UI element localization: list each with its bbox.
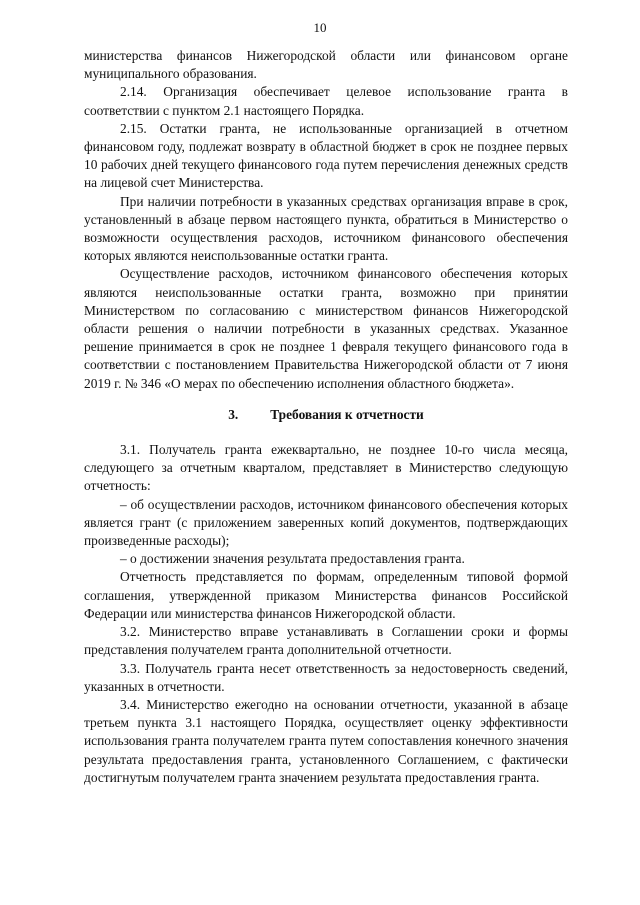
section-title: Требования к отчетности (270, 406, 424, 422)
paragraph-3-4: 3.4. Министерство ежегодно на основании отчетности, указанной в абзаце третьем пункта 3.1 настоящего Порядка, осуществляет оценку эффективности использования гранта получателем гранта путем сопоставления конечного значения результата предоставления гранта, установленного Соглашением, с фактически достигнутым получателем гранта значением результата предоставления гранта. (84, 696, 568, 785)
paragraph-2-14: 2.14. Организация обеспечивает целевое использование гранта в соответствии с пунктом 2.1 настоящего Порядка. (84, 84, 568, 118)
paragraph-continuation: министерства финансов Нижегородской области или финансовом органе муниципального образования. (84, 48, 568, 82)
document-body (84, 47, 568, 787)
list-item-expenditure-report: – об осуществлении расходов, источником финансового обеспечения которых является грант (с приложением заверенных копий документов, подтверждающих произведенные расходы); (84, 496, 568, 549)
section-3-heading (84, 406, 568, 441)
section-number: 3. (228, 406, 239, 422)
paragraph-report-forms: Отчетность представляется по формам, определенным типовой формой соглашения, утвержденной приказом Министерства финансов Российской Федерации или министерства финансов Нижегородской области. (84, 569, 568, 621)
paragraph-3-3: 3.3. Получатель гранта несет ответственность за недостоверность сведений, указанных в отчетности. (84, 660, 568, 694)
paragraph-expenditure-decision: Осуществление расходов, источником финансового обеспечения которых являются неиспользованные остатки гранта, возможно при принятии Министерством по согласованию с министерством финансов Нижегородской области решения о наличии потребности в указанных средствах. Указанное решение принимается в срок не позднее 1 февраля текущего финансового года в соответствии с постановлением Правительства Нижегородской области от 7 июня 2019 г. № 346 «О мерах по обеспечению исполнения областного бюджета». (84, 266, 568, 391)
page-number: 10 (313, 20, 327, 35)
paragraph-2-15: 2.15. Остатки гранта, не использованные организацией в отчетном финансовом году, подлежат возврату в областной бюджет в срок не позднее первых 10 рабочих дней текущего финансового года путем перечисления денежных средств на лицевой счет Министерства. (84, 120, 568, 191)
paragraph-3-2: 3.2. Министерство вправе устанавливать в Соглашении сроки и формы представления получателем гранта дополнительной отчетности. (84, 624, 568, 658)
list-item-result-report: – о достижении значения результата предоставления гранта. (120, 551, 465, 567)
paragraph-need-funds: При наличии потребности в указанных средствах организация вправе в срок, установленный в абзаце первом настоящего пункта, обратиться в Министерство о возможности осуществления расходов, источником финансового обеспечения которых являются неиспользованные остатки гранта. (84, 193, 568, 264)
paragraph-3-1: 3.1. Получатель гранта ежеквартально, не позднее 10-го числа месяца, следующего за отчетным кварталом, представляет в Министерство следующую отчетность: (84, 442, 568, 494)
